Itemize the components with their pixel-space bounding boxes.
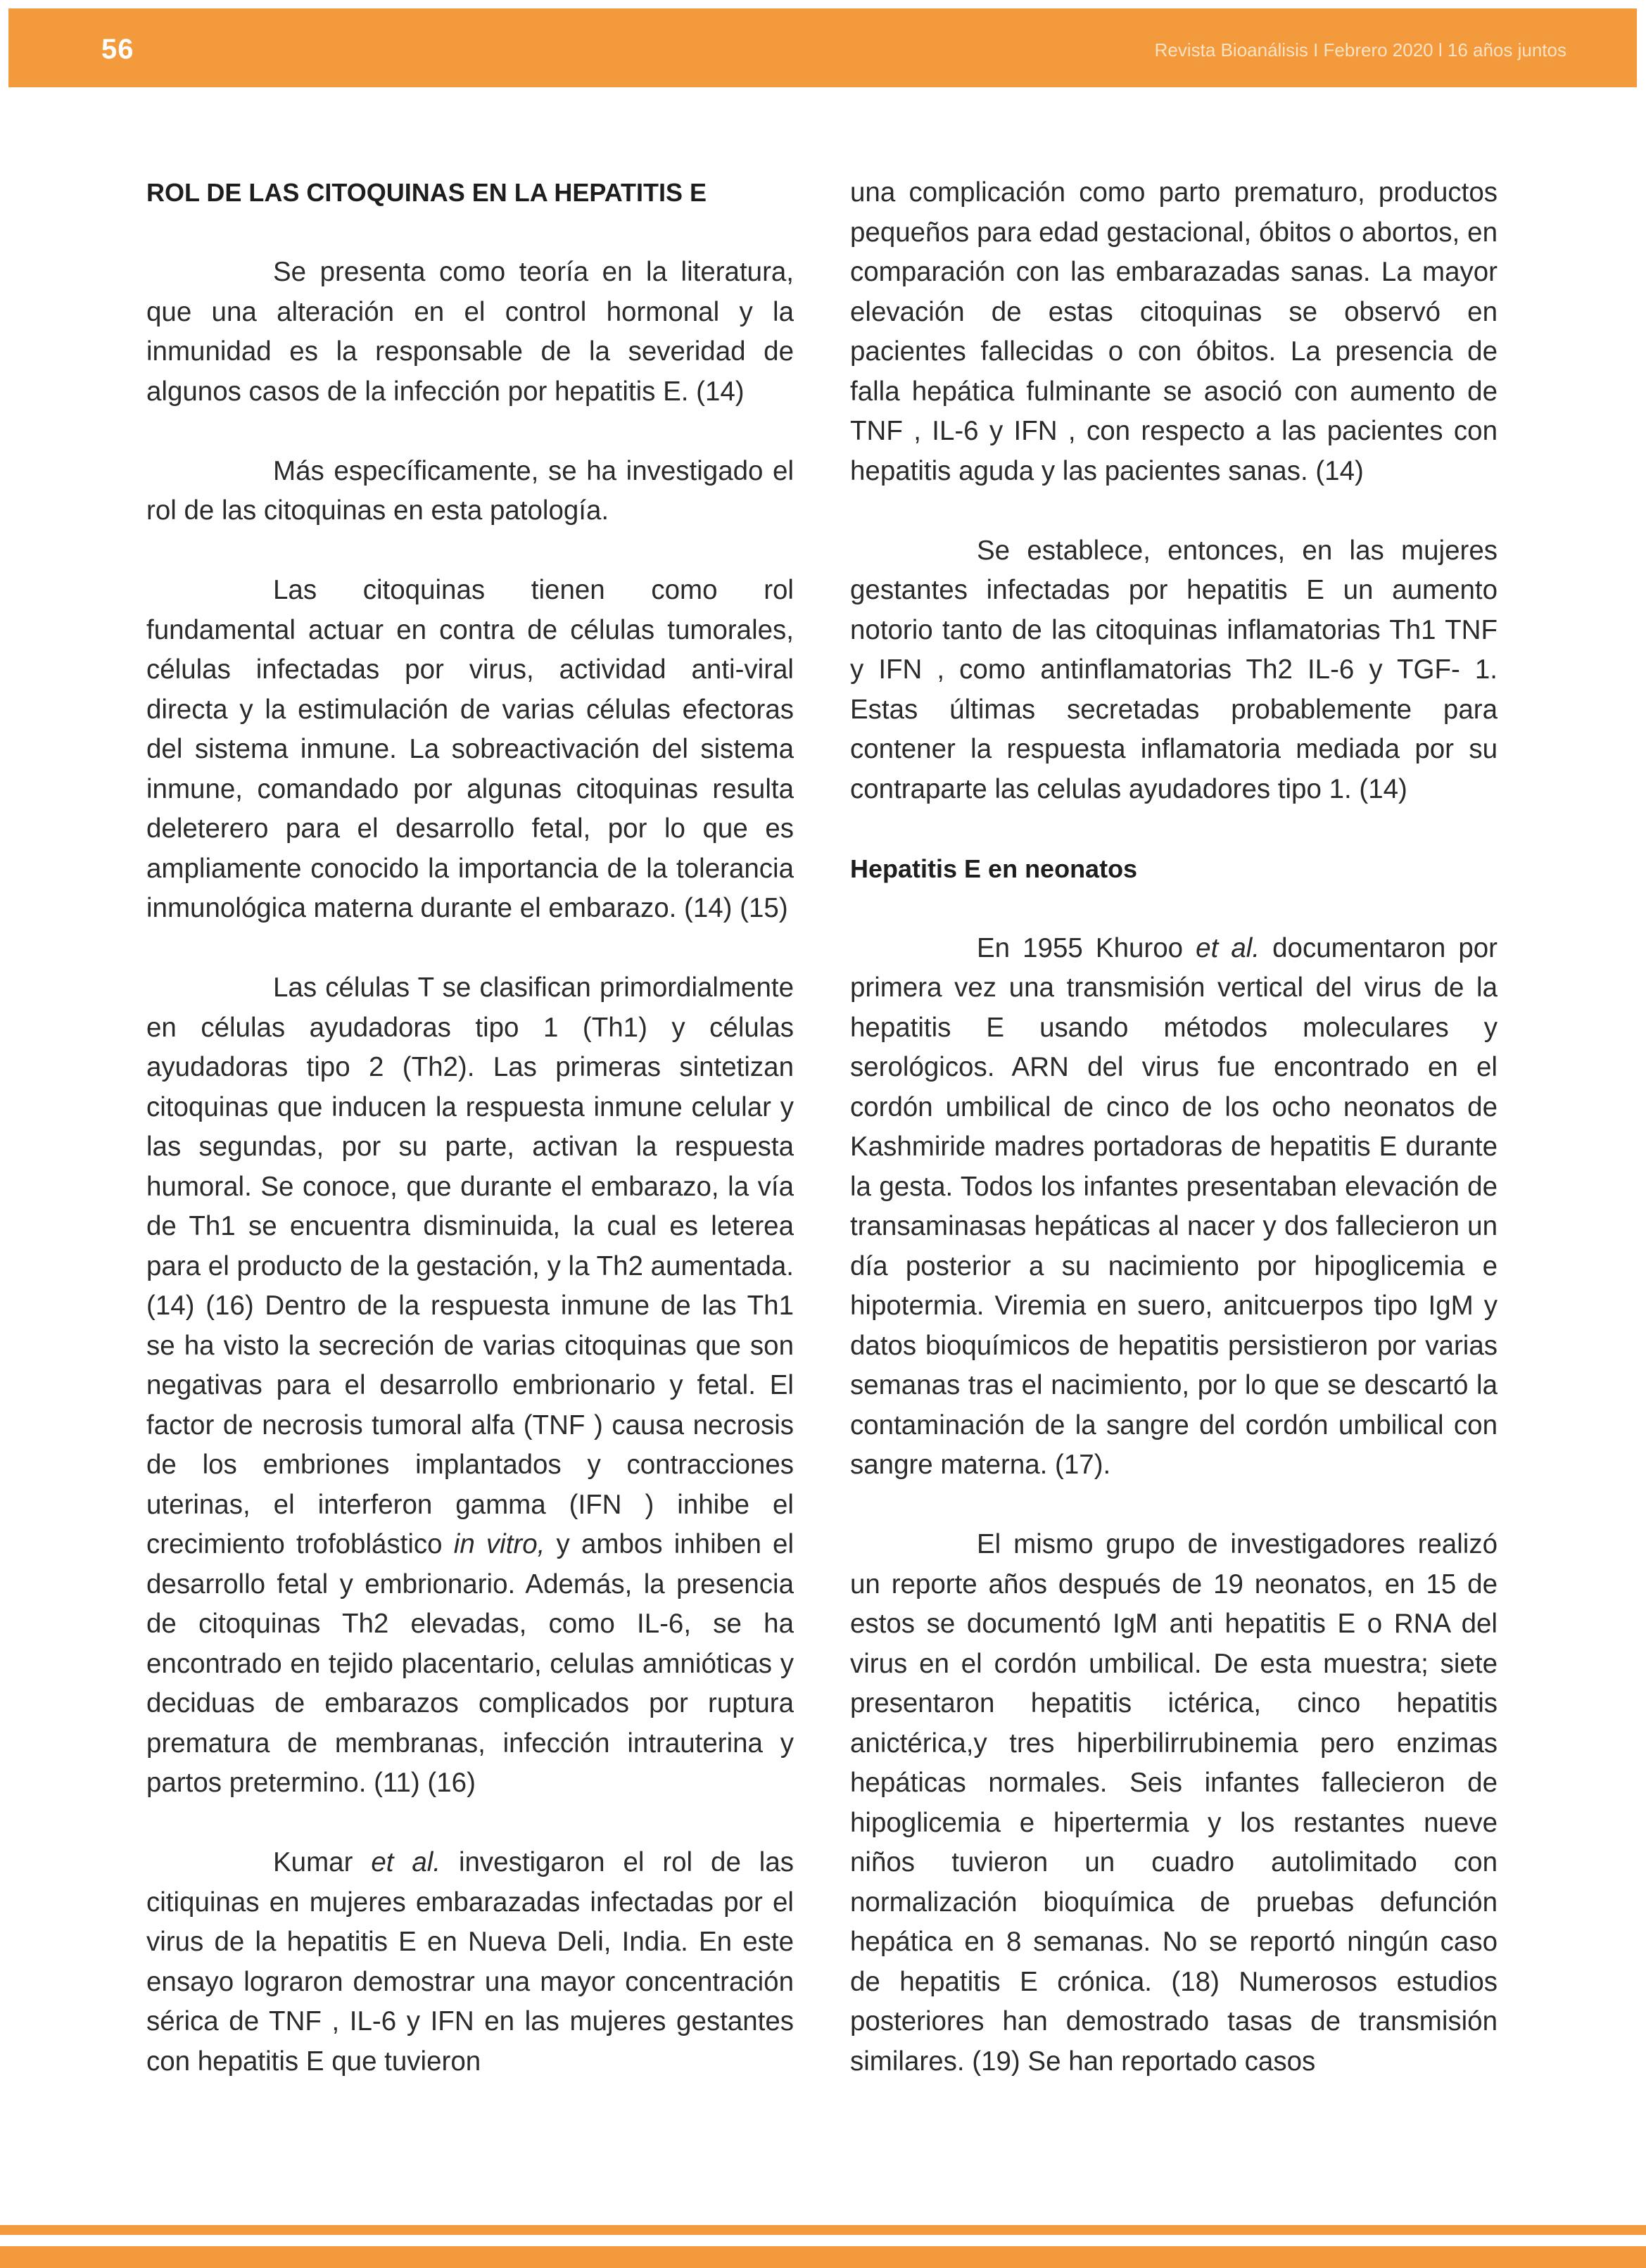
paragraph: Se establece, entonces, en las mujeres gestantes infectadas por hepatitis E un aumento notorio tanto de las citoquinas inflamatorias Th1 TNF y IFN , como antinflamatorias Th2 IL-6 y TGF- 1. Estas últimas secretadas probablemente para contener la respuesta inflamatoria mediada por su contraparte las celulas ayudadores tipo 1. (14) [850,535,1498,804]
text-run: Las células T se clasifican primordialmente en células ayudadoras tipo 1 (Th1) y células ayudadoras tipo 2 (Th2). Las primeras sintetizan citoquinas que inducen la respuesta inmune celular y las segundas, por su parte, activan la respuesta humoral. Se conoce, que durante el embarazo, la vía de Th1 se encuentra disminuida, la cual es leterea para el producto de la gestación, y la Th2 aumentada. (14) (16) Dentro de la respuesta inmune de las Th1 se ha visto la secreción de varias citoquinas que son negativas para el desarrollo embrionario y fetal. El factor de necrosis tumoral alfa (TNF ) causa necrosis de los embriones implantados y contracciones uterinas, el interferon gamma (IFN ) inhibe el crecimiento trofoblástico [146,973,794,1559]
italic-text: et al. [371,1847,441,1877]
text-run: Kumar [273,1847,353,1877]
text-run: En 1955 Khuroo [977,932,1184,963]
paragraph: Las citoquinas tienen como rol fundamental actuar en contra de células tumorales, células infectadas por virus, actividad anti-viral directa y la estimulación de varias células efectoras del sistema inmune. La sobreactivación del sistema inmune, comandado por algunas citoquinas resulta deleterero para el desarrollo fetal, por lo que es ampliamente conocido la importancia de la tolerancia inmunológica materna durante el embarazo. (14) (15) [146,575,794,923]
journal-title: Revista Bioanálisis I Febrero 2020 l 16 años juntos [1154,39,1566,61]
italic-text: in vitro, [453,1529,545,1559]
paragraph [850,929,1498,1485]
paragraph [146,1843,794,2082]
paragraph: una complicación como parto prematuro, productos pequeños para edad gestacional, óbitos o abortos, en comparación con las embarazadas sanas. La mayor elevación de estas citoquinas se observó en pacientes fallecidas o con óbitos. La presencia de falla hepática fulminante se asoció con aumento de TNF , IL-6 y IFN , con respecto a las pacientes con hepatitis aguda y las pacientes sanas. (14) [850,177,1498,486]
footer-stripe-thick [0,2246,1646,2268]
section-heading-cytokines: ROL DE LAS CITOQUINAS EN LA HEPATITIS E [146,178,707,207]
paragraph: El mismo grupo de investigadores realizó un reporte años después de 19 neonatos, en 15 de estos se documentó IgM anti hepatitis E o RNA del virus en el cordón umbilical. De esta muestra; siete presentaron hepatitis ictérica, cinco hepatitis anictérica,y tres hiperbilirrubinemia pero enzimas hepáticas normales. Seis infantes fallecieron de hipoglicemia e hipertermia y los restantes nueve niños tuvieron un cuadro autolimitado con normalización bioquímica de pruebas defunción hepática en 8 semanas. No se reportó ningún caso de hepatitis E crónica. (18) Numerosos estudios posteriores han demostrado tasas de transmisión similares. (19) Se han reportado casos [850,1529,1498,2077]
text-run: documentaron por primera vez una transmisión vertical del virus de la hepatitis E usando métodos moleculares y serológicos. ARN del virus fue encontrado en el cordón umbilical de cinco de los ocho neonatos de Kashmiride madres portadoras de hepatitis E durante la gesta. Todos los infantes presentaban elevación de transaminasas hepáticas al nacer y dos fallecieron un día posterior a su nacimiento por hipoglicemia e hipotermia. Viremia en suero, anitcuerpos tipo IgM y datos bioquímicos de hepatitis persistieron por varias semanas tras el nacimiento, por lo que se descartó la contaminación de la sangre del cordón umbilical con sangre materna. (17). [850,932,1498,1480]
paragraph: Se presenta como teoría en la literatura, que una alteración en el control hormonal y la inmunidad es la responsable de la severidad de algunos casos de la infección por hepatitis E. (14) [146,257,794,407]
italic-text: et al. [1196,932,1260,963]
page-number: 56 [101,34,134,65]
paragraph [146,968,794,1804]
right-column [850,173,1498,2082]
page-header-bar [8,8,1637,87]
section-heading-neonates: Hepatitis E en neonatos [850,854,1138,883]
text-run: investigaron el rol de las citiquinas en mujeres embarazadas infectadas por el virus de la hepatitis E en Nueva Deli, India. En este ensayo lograron demostrar una mayor concentración sérica de TNF , IL-6 y IFN en las mujeres gestantes con hepatitis E que tuvieron [146,1847,794,2077]
paragraph: Más específicamente, se ha investigado el rol de las citoquinas en esta patología. [146,455,794,526]
footer-stripe-thin [0,2225,1646,2235]
text-run: y ambos inhiben el desarrollo fetal y embrionario. Además, la presencia de citoquinas Th2 elevadas, como IL-6, se ha encontrado en tejido placentario, celulas amnióticas y deciduas de embarazos complicados por ruptura prematura de membranas, infección intrauterina y partos pretermino. (11) (16) [146,1529,794,1798]
left-column [146,173,794,2082]
